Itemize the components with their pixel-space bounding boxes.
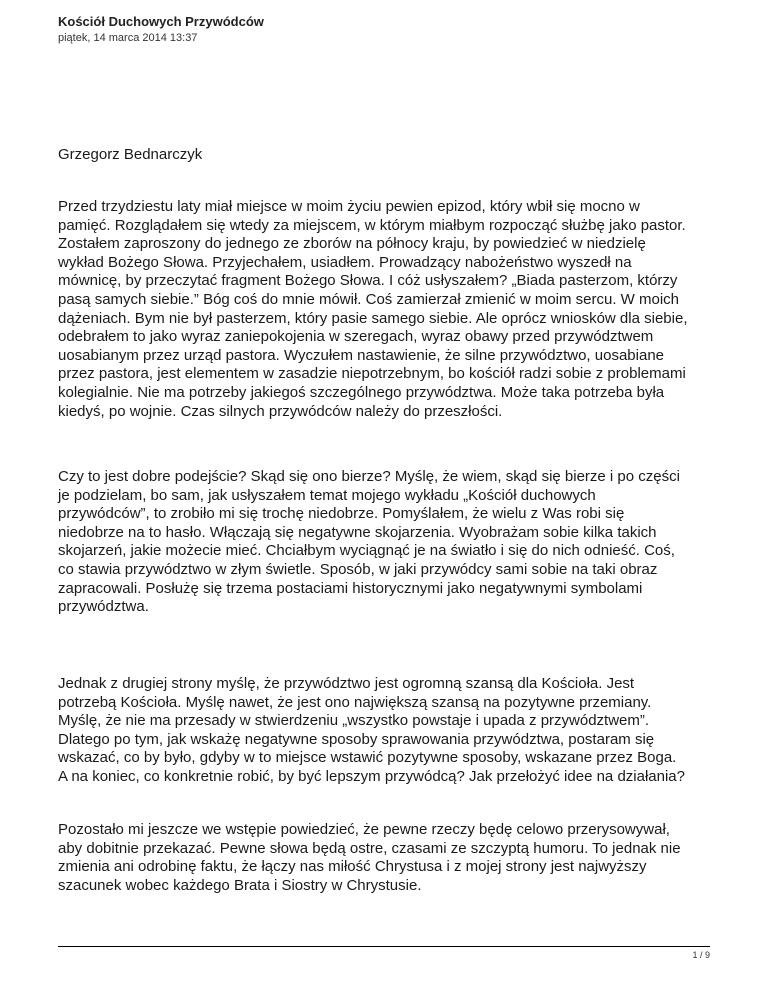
paragraph-4: Pozostało mi jeszcze we wstępie powiedzieć, że pewne rzeczy będę celowo przerysowywał, aby dobitnie przekazać. Pewne słowa będą ostre, czasami ze szczyptą humoru. To jednak nie zmienia ani odrobinę faktu, że łączy nas miłość Chrystusa i z mojej strony jest najwyższy szacunek wobec każdego Brata i Siostry w Chrystusie. — [58, 821, 681, 894]
paragraph-2: Czy to jest dobre podejście? Skąd się ono bierze? Myślę, że wiem, skąd się bierze i po części je podzielam, bo sam, jak usłyszałem temat mojego wykładu „Kościół duchowych przywódców”, to zrobiło mi się trochę niedobrze. Pomyślałem, że wielu z Was robi się niedobrze na to hasło. Włączają się negatywne skojarzenia. Wyobrażam sobie kilka takich skojarzeń, jakie możecie mieć. Chciałbym wyciągnąć je na światło i się do nich odnieść. Coś, co stawia przywództwo w złym świetle. Sposób, w jaki przywódcy sami sobie na taki obraz zapracowali. Posłużę się trzema postaciami historycznymi jako negatywnymi symbolami przywództwa. — [58, 468, 680, 616]
document-title: Kościół Duchowych Przywódców — [58, 14, 264, 29]
document-date: piątek, 14 marca 2014 13:37 — [58, 32, 198, 44]
page-number: 1 / 9 — [692, 950, 710, 960]
footer-divider — [58, 946, 710, 947]
paragraph-1: Przed trzydziestu laty miał miejsce w moim życiu pewien epizod, który wbił się mocno w pamięć. Rozglądałem się wtedy za miejscem, w którym miałbym rozpocząć służbę jako pastor. Zostałem zaproszony do jednego ze zborów na północy kraju, by powiedzieć w niedzielę wykład Bożego Słowa. Przyjechałem, usiadłem. Prowadzący nabożeństwo wyszedł na mównicę, by przeczytać fragment Bożego Słowa. I cóż usłyszałem? „Biada pasterzom, którzy pasą samych siebie.” Bóg coś do mnie mówił. Coś zamierzał zmienić w moim sercu. W moich dążeniach. Bym nie był pasterzem, który pasie samego siebie. Ale oprócz wniosków dla siebie, odebrałem to jako wyraz zaniepokojenia w szeregach, wyraz obawy przed przywództwem uosabianym przez urząd pastora. Wyczułem nastawienie, że silne przywództwo, uosabiane przez pastora, jest elementem w zasadzie niepotrzebnym, bo kościół radzi sobie z problemami kolegialnie. Nie ma potrzeby jakiegoś szczególnego przywództwa. Może taka potrzeba była kiedyś, po wojnie. Czas silnych przywódców należy do przeszłości. — [58, 198, 688, 420]
paragraph-3: Jednak z drugiej strony myślę, że przywództwo jest ogromną szansą dla Kościoła. Jest potrzebą Kościoła. Myślę nawet, że jest ono największą szansą na pozytywne przemiany. Myślę, że nie ma przesady w stwierdzeniu „wszystko powstaje i upada z przywództwem”. Dlatego po tym, jak wskażę negatywne sposoby sprawowania przywództwa, postaram się wskazać, co by było, gdyby w to miejsce wstawić pozytywne sposoby, wskazane przez Boga. A na koniec, co konkretnie robić, by być lepszym przywódcą? Jak przełożyć idee na działania? — [58, 675, 685, 785]
author-name: Grzegorz Bednarczyk — [58, 146, 203, 163]
